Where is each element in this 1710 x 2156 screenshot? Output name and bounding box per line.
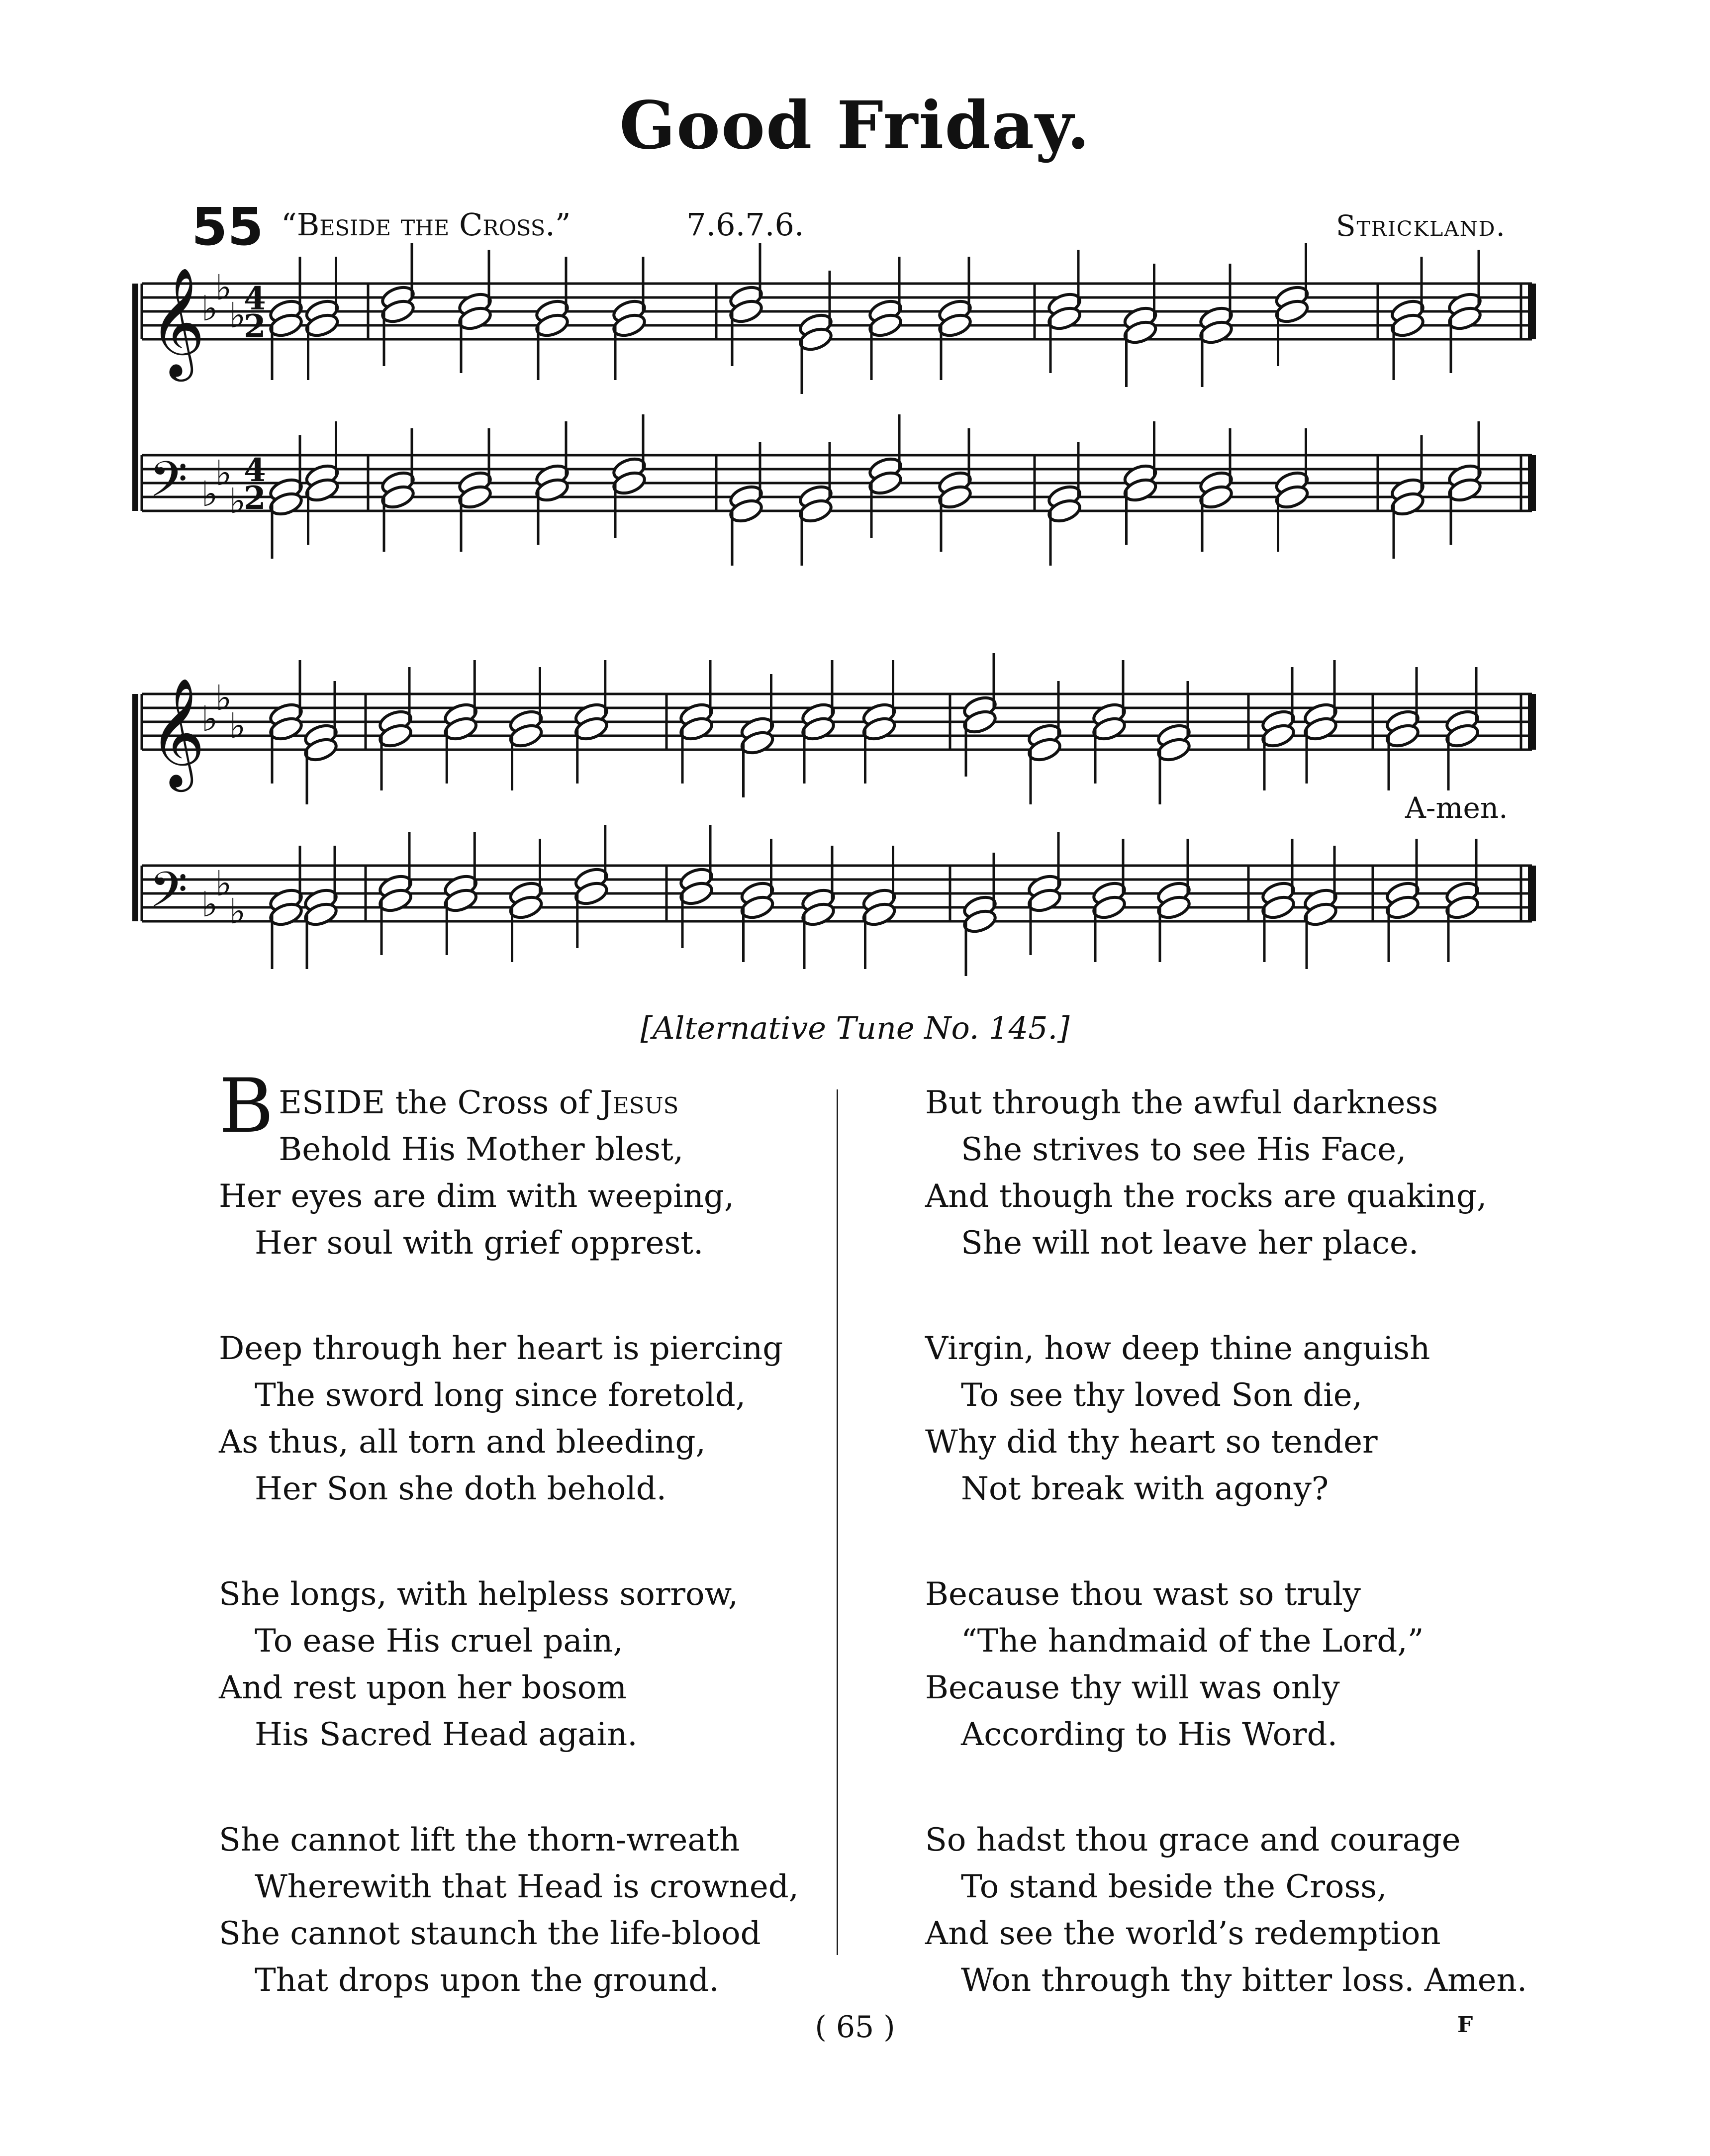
verse-line: And though the rocks are quaking,	[925, 1178, 1487, 1215]
verse-line: Because thy will was only	[925, 1669, 1340, 1706]
flat-sign: ♭	[229, 705, 246, 746]
name-jesus: Jesus	[600, 1084, 679, 1121]
verse-line: Behold His Mother blest,	[279, 1131, 684, 1168]
stanza-6	[925, 1325, 1527, 1512]
flat-sign: ♭	[201, 474, 218, 514]
amen-label: A-men.	[1405, 791, 1508, 825]
bass-clef: 𝄢	[149, 862, 188, 931]
page-number: ( 65 )	[815, 2010, 895, 2045]
verse-line: As thus, all torn and bleeding,	[219, 1424, 706, 1461]
time-signature-top: 4	[244, 452, 266, 489]
verse-line: And see the world’s redemption	[925, 1915, 1441, 1952]
verse-line: Her Son she doth behold.	[255, 1470, 666, 1507]
stanza-1	[219, 1063, 799, 1267]
flat-sign: ♭	[229, 481, 246, 521]
flat-sign: ♭	[215, 678, 232, 718]
verse-line: She cannot staunch the life-blood	[219, 1915, 761, 1952]
signature-mark: F	[1457, 2012, 1473, 2038]
alternative-tune: [Alternative Tune No. 145.]	[640, 1010, 1070, 1046]
stanza-7	[925, 1571, 1527, 1758]
flat-sign: ♭	[215, 453, 232, 493]
bass-clef: 𝄢	[149, 451, 188, 520]
treble-clef: 𝄞	[149, 267, 205, 377]
verse-line: Virgin, how deep thine anguish	[925, 1330, 1430, 1367]
column-divider	[837, 1089, 838, 1955]
tune-name: “Beside the Cross.”	[281, 206, 571, 243]
flat-sign: ♭	[201, 288, 218, 329]
verse-line: “The handmaid of the Lord,”	[961, 1623, 1424, 1660]
verse-line: Her eyes are dim with weeping,	[219, 1178, 735, 1215]
composer: Strickland.	[1335, 209, 1506, 243]
time-signature-bottom: 2	[244, 308, 266, 345]
verse-line: His Sacred Head again.	[255, 1716, 638, 1753]
verse-line: So hadst thou grace and courage	[925, 1822, 1461, 1859]
stanza-2	[219, 1325, 799, 1512]
stanza-3	[219, 1571, 799, 1758]
flat-sign: ♭	[229, 295, 246, 336]
flat-sign: ♭	[201, 698, 218, 739]
verse-line: Not break with agony?	[961, 1470, 1329, 1507]
verse-line: Because thou wast so truly	[925, 1576, 1361, 1613]
time-signature-top: 4	[244, 280, 266, 317]
flat-sign: ♭	[215, 863, 232, 904]
verse-line: Deep through her heart is piercing	[219, 1330, 783, 1367]
verse-line: She will not leave her place.	[961, 1225, 1419, 1262]
verse-line: That drops upon the ground.	[255, 1962, 719, 1999]
verse-line: Wherewith that Head is crowned,	[255, 1868, 799, 1905]
verse-line: Her soul with grief opprest.	[255, 1225, 704, 1262]
meter: 7.6.7.6.	[686, 206, 804, 243]
stanza-5	[925, 1079, 1527, 1267]
verse-line: She cannot lift the thorn-wreath	[219, 1822, 740, 1859]
flat-sign: ♭	[215, 267, 232, 308]
verse-line: The sword long since foretold,	[255, 1377, 746, 1414]
time-signature-bottom: 2	[244, 480, 266, 517]
treble-clef: 𝄞	[149, 677, 205, 787]
verse-line: She strives to see His Face,	[961, 1131, 1407, 1168]
stanza-8	[925, 1817, 1527, 2004]
verse-line: To see thy loved Son die,	[961, 1377, 1362, 1414]
music-score	[0, 0, 1710, 995]
drop-cap: B	[219, 1063, 274, 1150]
page-title: Good Friday.	[619, 87, 1091, 164]
hymn-number: 55	[191, 196, 264, 257]
verse-line: She longs, with helpless sorrow,	[219, 1576, 739, 1613]
flat-sign: ♭	[229, 891, 246, 932]
verse-line: To ease His cruel pain,	[255, 1623, 623, 1660]
verse-line: But through the awful darkness	[925, 1084, 1438, 1121]
verse-line: Why did thy heart so tender	[925, 1424, 1378, 1461]
verses-left-column	[219, 1063, 799, 2062]
verse-line: According to His Word.	[961, 1716, 1337, 1753]
verse-line: Won through thy bitter loss. Amen.	[961, 1962, 1527, 1999]
verses-right-column	[925, 1079, 1527, 2062]
verse-line: BESIDE the Cross of Jesus	[219, 1063, 679, 1150]
verse-line: To stand beside the Cross,	[961, 1868, 1387, 1905]
flat-sign: ♭	[201, 884, 218, 925]
verse-line: And rest upon her bosom	[219, 1669, 627, 1706]
stanza-4	[219, 1817, 799, 2004]
